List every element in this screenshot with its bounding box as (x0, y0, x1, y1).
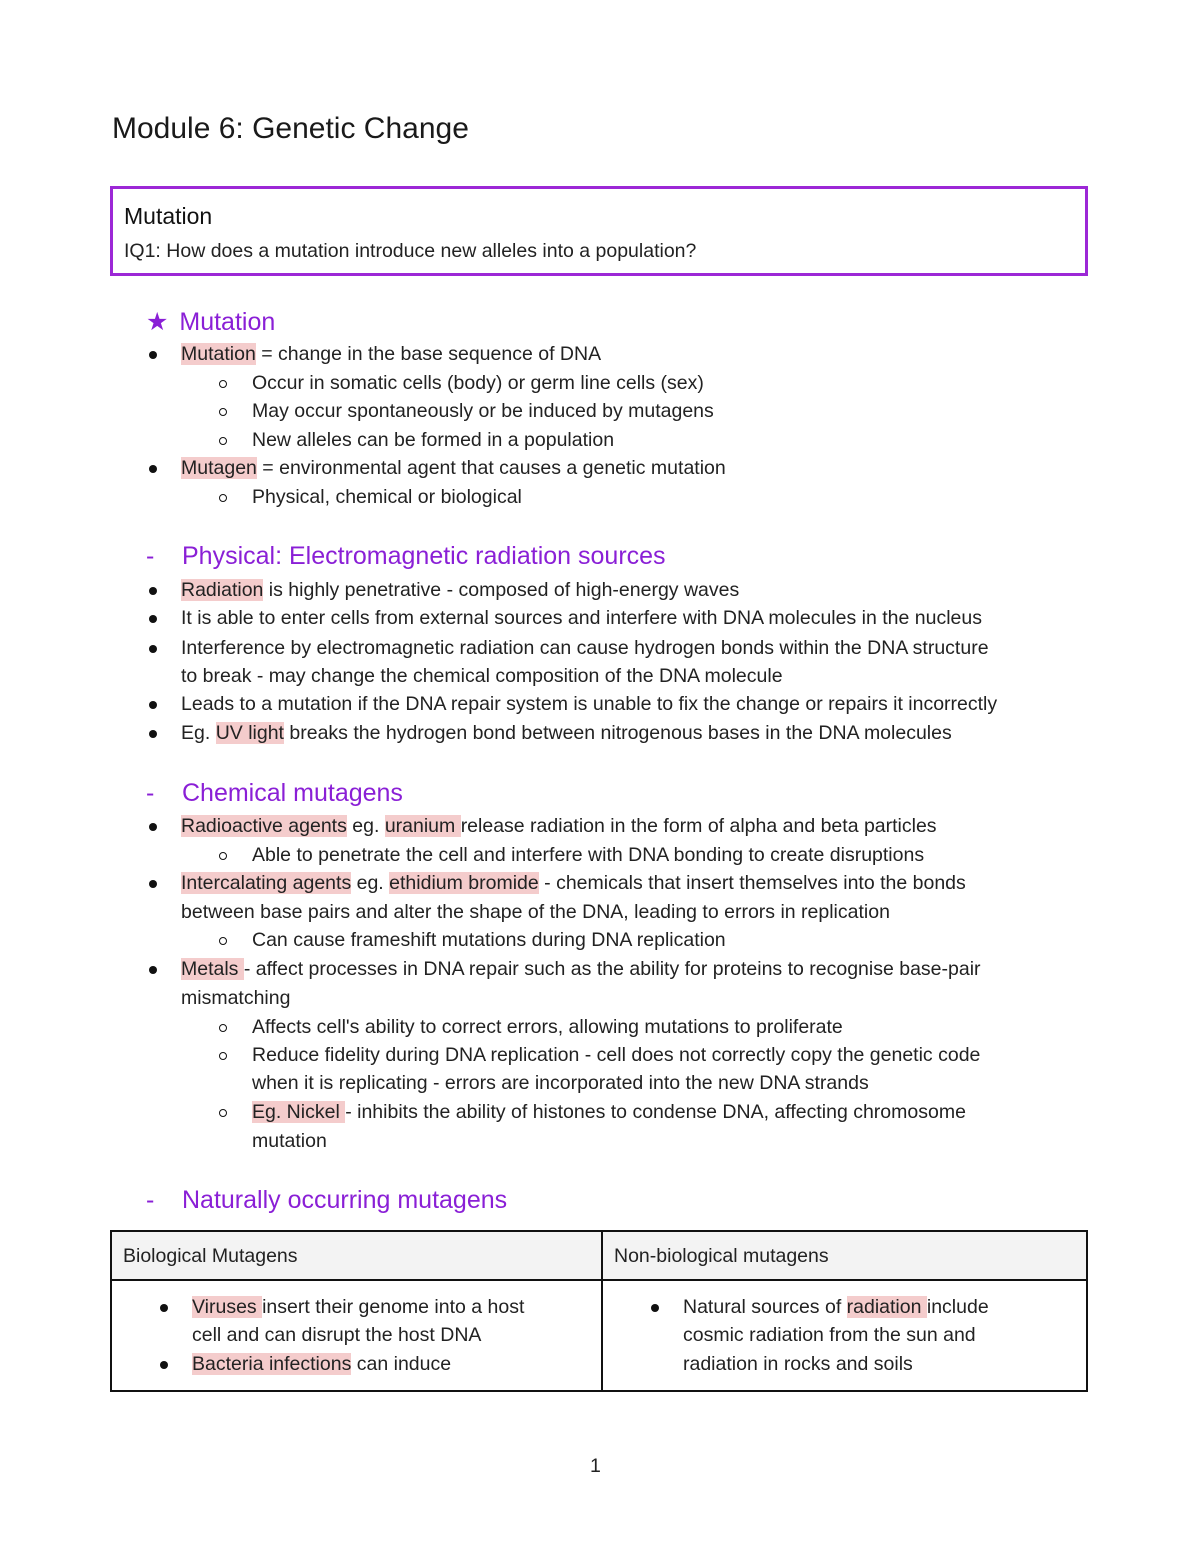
list-item-text: = environmental agent that causes a genetic mutation (256, 457, 726, 479)
list-item (192, 1350, 451, 1378)
list-item (181, 576, 739, 604)
highlighted-term: UV light (215, 722, 284, 744)
section-heading-text: Physical: Electromagnetic radiation sources (182, 542, 666, 570)
sub-list-item: Reduce fidelity during DNA replication - cell does not correctly copy the genetic code (252, 1044, 981, 1066)
sub-bullet-icon (219, 1109, 227, 1117)
list-item-continuation: mismatching (181, 987, 291, 1009)
list-item (181, 454, 726, 482)
sub-list-item-continuation: mutation (252, 1130, 327, 1152)
bullet-icon (149, 701, 157, 709)
list-item-continuation: to break - may change the chemical composition of the DNA molecule (181, 665, 783, 687)
bullet-icon (149, 730, 157, 738)
list-item-continuation: cosmic radiation from the sun and (683, 1324, 976, 1346)
dash-marker: - (146, 779, 155, 807)
bullet-icon (651, 1304, 659, 1312)
table-cell-non-biological (602, 1280, 1087, 1391)
section-heading-text: Chemical mutagens (182, 779, 403, 807)
list-item-text: insert their genome into a host (262, 1296, 525, 1318)
table-cell-biological (111, 1280, 602, 1391)
bullet-icon (149, 645, 157, 653)
table-row (111, 1280, 1087, 1391)
list-item (181, 340, 601, 368)
iq-box-question: IQ1: How does a mutation introduce new alleles into a population? (124, 240, 697, 262)
list-item-text: release radiation in the form of alpha and beta particles (460, 815, 937, 837)
sub-list-item: Affects cell's ability to correct errors, allowing mutations to proliferate (252, 1016, 843, 1038)
list-item-text: Eg. (181, 722, 216, 744)
list-item (181, 812, 937, 840)
section-heading-text: Mutation (179, 308, 276, 336)
highlighted-term: Mutation (181, 343, 256, 365)
list-item-text: is highly penetrative - composed of high-energy waves (263, 579, 740, 601)
table-header-cell (111, 1231, 602, 1280)
list-item-text: eg. (346, 815, 385, 837)
list-item (181, 955, 981, 983)
list-item (683, 1293, 989, 1321)
list-item-text: include (926, 1296, 989, 1318)
list-item: Interference by electromagnetic radiation can cause hydrogen bonds within the DNA structure (181, 637, 989, 659)
list-item (181, 869, 966, 897)
list-item-text: can induce (351, 1353, 452, 1375)
list-item-text: Natural sources of (683, 1296, 847, 1318)
list-item: It is able to enter cells from external sources and interfere with DNA molecules in the nucleus (181, 607, 982, 629)
page-number: 1 (590, 1455, 601, 1477)
sub-list-item: May occur spontaneously or be induced by mutagens (252, 400, 714, 422)
list-item (181, 719, 952, 747)
bullet-icon (149, 823, 157, 831)
table-header-text: Biological Mutagens (123, 1245, 298, 1267)
sub-bullet-icon (219, 852, 227, 860)
highlighted-term: Radioactive agents (181, 815, 347, 837)
highlighted-term: Radiation (181, 579, 264, 601)
bullet-icon (149, 351, 157, 359)
bullet-icon (160, 1361, 168, 1369)
list-item-continuation: radiation in rocks and soils (683, 1353, 913, 1375)
table-header-text: Non-biological mutagens (614, 1245, 829, 1267)
dash-marker: - (146, 542, 155, 570)
bullet-icon (149, 587, 157, 595)
sub-bullet-icon (219, 937, 227, 945)
sub-list-item: Occur in somatic cells (body) or germ line cells (sex) (252, 372, 704, 394)
section-heading-chemical (146, 779, 403, 808)
list-item-text: breaks the hydrogen bond between nitrogenous bases in the DNA molecules (283, 722, 952, 744)
highlighted-term: Eg. Nickel (252, 1101, 346, 1123)
sub-bullet-icon (219, 1052, 227, 1060)
list-item-continuation: cell and can disrupt the host DNA (192, 1324, 482, 1346)
sub-bullet-icon (219, 1024, 227, 1032)
sub-list-item: Physical, chemical or biological (252, 486, 522, 508)
table-header-row (111, 1231, 1087, 1280)
section-heading-natural (146, 1186, 507, 1215)
list-item: Leads to a mutation if the DNA repair system is unable to fix the change or repairs it incorrectly (181, 693, 998, 715)
sub-list-item: New alleles can be formed in a population (252, 429, 615, 451)
list-item-text: - affect processes in DNA repair such as the ability for proteins to recognise base-pair (243, 958, 981, 980)
bullet-icon (149, 465, 157, 473)
highlighted-term: radiation (846, 1296, 927, 1318)
sub-list-item-continuation: when it is replicating - errors are incorporated into the new DNA strands (252, 1072, 869, 1094)
section-heading-physical (146, 542, 666, 571)
highlighted-term: Mutagen (181, 457, 257, 479)
table-header-cell (602, 1231, 1087, 1280)
highlighted-term: ethidium bromide (389, 872, 539, 894)
iq-box-heading: Mutation (124, 203, 213, 229)
sub-bullet-icon (219, 380, 227, 388)
bullet-icon (149, 880, 157, 888)
highlighted-term: uranium (384, 815, 461, 837)
sub-list-item: Can cause frameshift mutations during DNA replication (252, 929, 726, 951)
highlighted-term: Bacteria infections (192, 1353, 352, 1375)
list-item-continuation: between base pairs and alter the shape of the DNA, leading to errors in replication (181, 901, 890, 923)
list-item (192, 1293, 524, 1321)
bullet-icon (149, 966, 157, 974)
list-item-text: = change in the base sequence of DNA (255, 343, 602, 365)
list-item-text: - chemicals that insert themselves into the bonds (538, 872, 966, 894)
inquiry-question-box (110, 186, 1088, 276)
highlighted-term: Viruses (192, 1296, 263, 1318)
sub-bullet-icon (219, 437, 227, 445)
bullet-icon (149, 615, 157, 623)
section-heading-text: Naturally occurring mutagens (182, 1186, 508, 1214)
sub-bullet-icon (219, 494, 227, 502)
highlighted-term: Intercalating agents (181, 872, 352, 894)
page-title: Module 6: Genetic Change (112, 112, 469, 145)
sub-list-item (252, 1098, 966, 1126)
list-item-text: - inhibits the ability of histones to condense DNA, affecting chromosome (345, 1101, 966, 1123)
list-item-text: eg. (351, 872, 390, 894)
dash-marker: - (146, 1186, 155, 1214)
highlighted-term: Metals (181, 958, 244, 980)
bullet-icon (160, 1304, 168, 1312)
star-icon: ★ (146, 308, 169, 336)
mutagens-table (110, 1230, 1088, 1392)
sub-list-item: Able to penetrate the cell and interfere with DNA bonding to create disruptions (252, 844, 925, 866)
section-heading-mutation (146, 307, 275, 337)
sub-bullet-icon (219, 408, 227, 416)
